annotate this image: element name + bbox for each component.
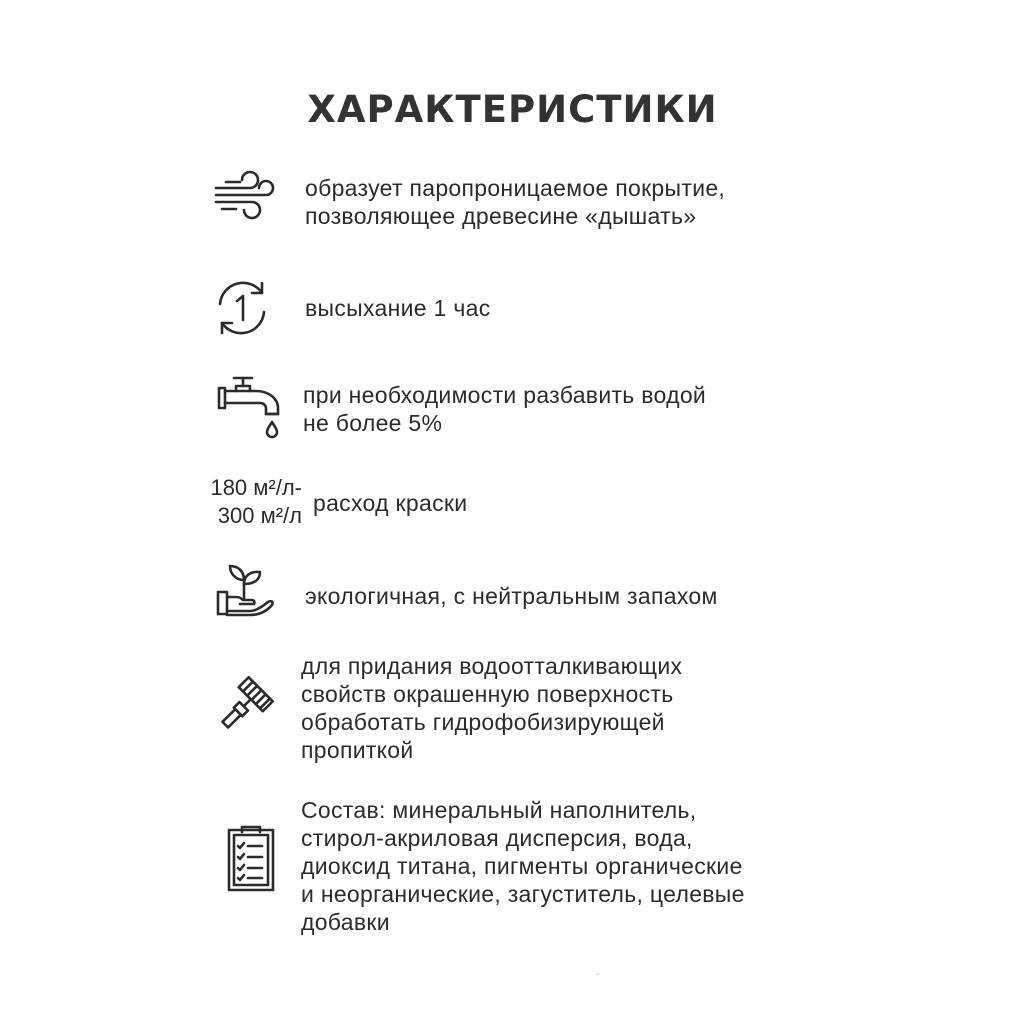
water-tap-icon [216,374,282,444]
paint-roller-icon [212,676,274,738]
feature-text-eco: экологичная, с нейтральным запахом [305,583,718,609]
refresh-one-icon [210,276,274,340]
wind-icon [212,168,276,224]
page-title: ХАРАКТЕРИСТИКИ [307,88,718,131]
clipboard-checklist-icon [226,824,276,894]
feature-text-drying: высыхание 1 час [305,295,491,321]
consumption-rate-line1: 180 м²/л- [210,475,302,500]
feature-text-composition: Состав: минеральный наполнитель, стирол-акриловая дисперсия, вода, диоксид титана, пигменты органические и неорганические, загуститель, целевые добавки [301,797,745,935]
feature-text-water-repellent: для придания водоотталкивающих свойств окрашенную поверхность обработать гидрофобизирующей пропиткой [301,653,683,763]
consumption-rate-line2: 300 м²/л [217,503,302,528]
feature-text-consumption: расход краски [313,490,468,516]
eco-hand-plant-icon [216,562,278,616]
feature-text-dilute: при необходимости разбавить водой не более 5% [303,382,707,436]
consumption-rate-value [186,474,302,530]
feature-text-vapor: образует паропроницаемое покрытие, позволяющее древесине «дышать» [305,175,726,229]
decorative-dot [596,973,598,975]
